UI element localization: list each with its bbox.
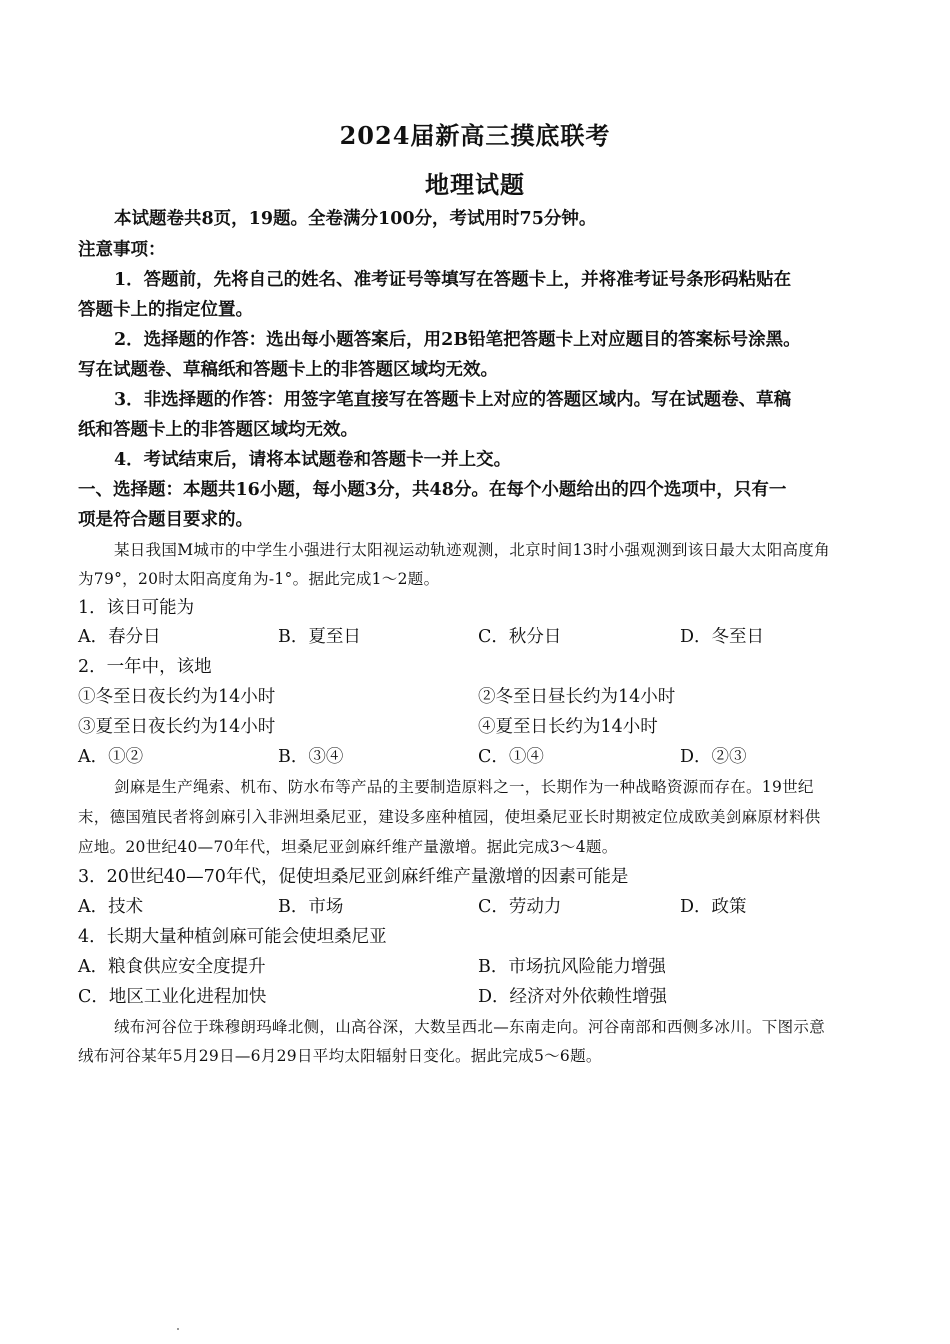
passage-1-line-2: 为79°，20时太阳高度角为-1°。据此完成1～2题。 — [78, 570, 440, 588]
notice-item-2: 2．选择题的作答：选出每小题答案后，用2B铅笔把答题卡上对应题目的答案标号涂黑。 — [114, 330, 801, 350]
question-2-statement-2: ②冬至日昼长约为14小时 — [478, 687, 676, 707]
notice-item-1: 1．答题前，先将自己的姓名、准考证号等填写在答题卡上，并将准考证号条形码粘贴在 — [114, 270, 792, 290]
question-1-option-c: C．秋分日 — [478, 627, 562, 647]
question-3-option-d: D．政策 — [680, 897, 747, 917]
question-2-option-c: C．①④ — [478, 747, 544, 767]
notice-item-2-cont: 写在试题卷、草稿纸和答题卡上的非答题区域均无效。 — [78, 360, 498, 380]
notice-item-1-cont: 答题卡上的指定位置。 — [78, 300, 253, 320]
question-2-statement-3: ③夏至日夜长约为14小时 — [78, 717, 276, 737]
question-4-option-d: D．经济对外依赖性增强 — [478, 987, 668, 1007]
question-4-option-c: C．地区工业化进程加快 — [78, 987, 267, 1007]
question-4-option-b: B．市场抗风险能力增强 — [478, 957, 666, 977]
question-2-option-b: B．③④ — [278, 747, 344, 767]
scan-dot — [177, 1328, 179, 1330]
question-1-option-d: D．冬至日 — [680, 627, 765, 647]
question-2-option-d: D．②③ — [680, 747, 747, 767]
question-3-option-b: B．市场 — [278, 897, 344, 917]
question-2-stem: 2．一年中，该地 — [78, 657, 212, 677]
notice-item-3: 3．非选择题的作答：用签字笔直接写在答题卡上对应的答题区域内。写在试题卷、草稿 — [114, 390, 792, 410]
question-1-option-a: A．春分日 — [78, 627, 161, 647]
exam-subtitle: 地理试题 — [425, 170, 525, 199]
notice-heading: 注意事项： — [78, 240, 166, 260]
question-3-stem: 3．20世纪40—70年代，促使坦桑尼亚剑麻纤维产量激增的因素可能是 — [78, 867, 629, 887]
section-heading-cont: 项是符合题目要求的。 — [78, 510, 253, 530]
passage-2-line-1: 剑麻是生产绳索、机布、防水布等产品的主要制造原料之一，长期作为一种战略资源而存在。19世纪 — [114, 778, 814, 796]
question-4-option-a: A．粮食供应安全度提升 — [78, 957, 266, 977]
passage-2-line-2: 末，德国殖民者将剑麻引入非洲坦桑尼亚，建设多座种植园，使坦桑尼亚长时期被定位成欧美剑麻原材料供 — [78, 808, 821, 826]
question-2-statement-4: ④夏至日长约为14小时 — [478, 717, 658, 737]
question-4-stem: 4．长期大量种植剑麻可能会使坦桑尼亚 — [78, 927, 387, 947]
question-1-stem: 1．该日可能为 — [78, 598, 195, 618]
passage-1-line-1: 某日我国M城市的中学生小强进行太阳视运动轨迹观测，北京时间13时小强观测到该日最大太阳高度角 — [114, 541, 830, 559]
question-2-statement-1: ①冬至日夜长约为14小时 — [78, 687, 276, 707]
notice-item-3-cont: 纸和答题卡上的非答题区域均无效。 — [78, 420, 358, 440]
question-3-option-c: C．劳动力 — [478, 897, 562, 917]
section-heading: 一、选择题：本题共16小题，每小题3分，共48分。在每个小题给出的四个选项中，只有一 — [78, 480, 787, 500]
passage-2-line-3: 应地。20世纪40—70年代，坦桑尼亚剑麻纤维产量激增。据此完成3～4题。 — [78, 838, 618, 856]
notice-item-4: 4．考试结束后，请将本试题卷和答题卡一并上交。 — [114, 450, 512, 470]
intro-line: 本试题卷共8页，19题。全卷满分100分，考试用时75分钟。 — [114, 209, 597, 229]
question-3-option-a: A．技术 — [78, 897, 144, 917]
exam-title: 2024届新高三摸底联考 — [339, 121, 611, 150]
question-2-option-a: A．①② — [78, 747, 144, 767]
question-1-option-b: B．夏至日 — [278, 627, 361, 647]
passage-3-line-2: 绒布河谷某年5月29日—6月29日平均太阳辐射日变化。据此完成5～6题。 — [78, 1047, 602, 1065]
passage-3-line-1: 绒布河谷位于珠穆朗玛峰北侧，山高谷深，大数呈西北—东南走向。河谷南部和西侧多冰川。下图示意 — [114, 1018, 826, 1036]
